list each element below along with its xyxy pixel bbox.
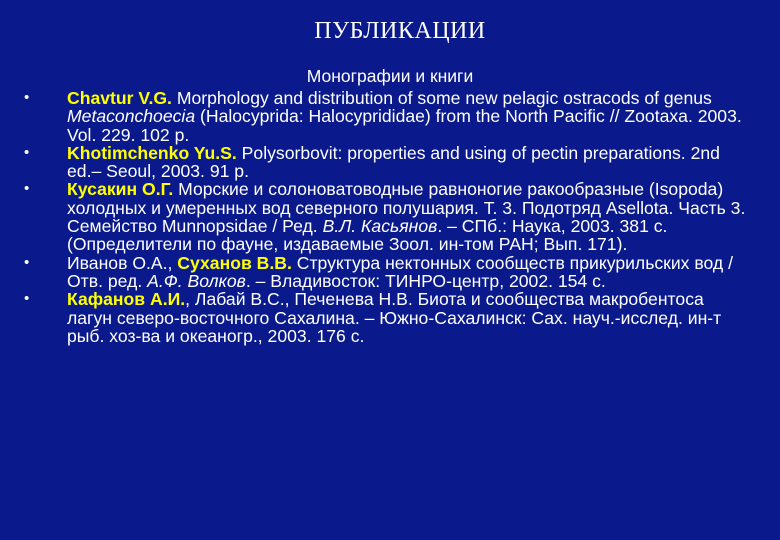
author-name: Суханов В.В.	[177, 252, 292, 273]
coauthor-text: Иванов О.А.,	[67, 252, 178, 273]
bullet-icon: •	[24, 290, 30, 308]
publication-item-kusakin	[0, 180, 780, 253]
publication-item-chavtur	[0, 89, 780, 144]
author-name: Khotimchenko Yu.S.	[67, 142, 237, 163]
citation-text: , Лабай В.С., Печенева Н.В. Биота и сообщества макробентоса лагун северо-восточного Сахалина. – Южно-Сахалинск: Сах. науч.-исслед. ин-т рыб. хоз-ва и океаногр., 2003. 176 с.	[67, 289, 722, 346]
bullet-icon: •	[24, 89, 30, 106]
publication-item-sukhanov	[0, 254, 780, 291]
author-name: Кафанов А.И.	[67, 289, 186, 310]
publication-item-kafanov	[0, 290, 780, 345]
publication-list	[0, 89, 780, 345]
page-title: ПУБЛИКАЦИИ	[314, 18, 486, 44]
citation-text: Morphology and distribution of some new pelagic ostracods of genus	[171, 88, 712, 108]
citation-text: Polysorbovit: properties and using of pectin preparations. 2nd ed.– Seoul, 2003. 91 p.	[67, 142, 720, 182]
bullet-icon: •	[24, 253, 30, 271]
citation-text: . – Владивосток: ТИНРО-центр, 2002. 154 с.	[245, 270, 606, 291]
author-name: Кусакин О.Г.	[67, 179, 174, 200]
section-subtitle: Монографии и книги	[306, 66, 474, 86]
bullet-icon: •	[24, 143, 30, 161]
bullet-icon: •	[24, 180, 30, 198]
author-name: Chavtur V.G.	[67, 88, 172, 108]
publication-item-khotimchenko	[0, 144, 780, 181]
editor-name: А.Ф. Волков	[147, 270, 246, 291]
editor-name: В.Л. Касьянов	[322, 216, 438, 237]
citation-text: Морские и солоноватоводные равноногие ракообразные (Isopoda) холодных и умеренных вод северного полушария. Т. 3. Подотряд Asellota. Часть 3. Семейство Munnopsidae / Ред.	[67, 179, 746, 237]
taxon-name: Metaconchoecia	[67, 106, 196, 127]
citation-text: (Halocyprida: Halocyprididae) from the North Pacific // Zootaxa. 2003. Vol. 229. 102 p.	[67, 106, 742, 145]
citation-text: . – СПб.: Наука, 2003. 381 с. (Определители по фауне, издаваемые Зоол. ин-том РАН; Вып. 171).	[67, 216, 668, 255]
citation-text: Структура нектонных сообществ прикурильских вод / Отв. ред.	[67, 252, 733, 291]
